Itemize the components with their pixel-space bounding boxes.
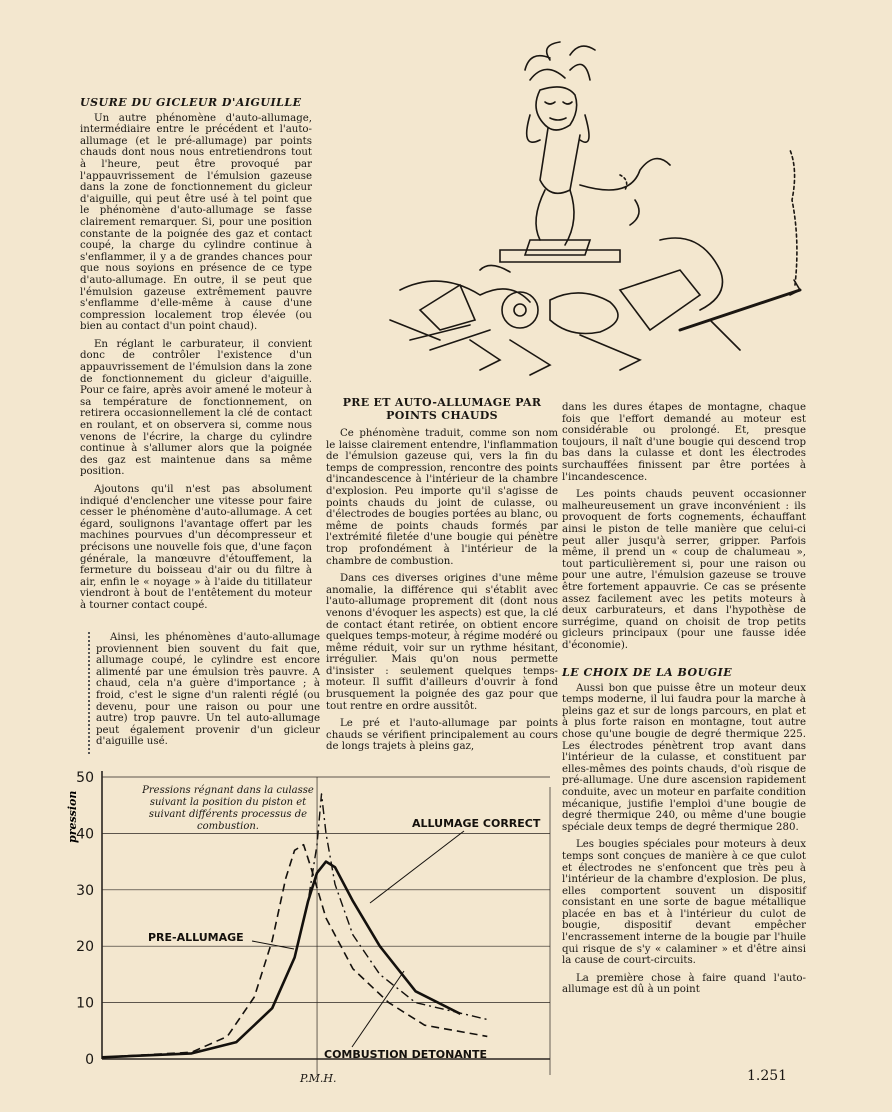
y-tick-label: 30: [76, 882, 94, 899]
series-label-leader: [370, 831, 464, 903]
caption-line: combustion.: [197, 821, 259, 832]
column-right-bougie: [562, 667, 806, 1002]
series-line-pre-allumage: [102, 845, 487, 1058]
paragraph: La première chose à faire quand l'auto-allumage est dû à un point: [562, 972, 806, 996]
series-label: PRE-ALLUMAGE: [148, 931, 244, 944]
paragraph: Un autre phénomène d'auto-allumage, intermédiaire entre le précédent et l'auto-allumage (et le pré-allumage) par points chauds dont nous nous entretiendrons tout à l'heure, peut être provoqué par l'appauvrissement de l'émulsion gazeuse dans la zone de fonctionnement du gicleur d'aiguille, qui peut être usé à tel point que le phénomène d'auto-allumage se fasse clairement remarquer. Si, pour une position constante de la poignée des gaz et contact coupé, la charge du cylindre continue à s'enflammer, il y a de grandes chances pour que nous soyions en présence de ce type d'auto-allumage. En outre, il se peut que l'émulsion gazeuse extrêmement pauvre s'enflamme d'elle-même à cause d'une compression localement trop élevée (ou bien au contact d'un point chaud).: [80, 112, 312, 333]
series-label-leader: [352, 971, 404, 1047]
paragraph: Aussi bon que puisse être un moteur deux temps moderne, il lui faudra pour la marche à pleins gaz et sur de longs parcours, en plat et à plus forte raison en montagne, tout autre chose qu'une bougie de degré thermique 225. Les électrodes pénètrent trop avant dans l'intérieur de la culasse, et constituent par elles-mêmes des points chauds, d'où risque de pré-allumage. Une dure ascension rapidement conduite, avec un moteur en parfaite condition mécanique, justifie l'emploi d'une bougie de degré thermique 240, ou même d'une bougie spéciale deux temps de degré thermique 280.: [562, 682, 806, 833]
series-labels: [148, 817, 541, 1061]
paragraph: Le pré et l'auto-allumage par points chauds se vérifient principalement au cours de longs trajets à pleins gaz,: [326, 718, 558, 753]
series-label: COMBUSTION DETONANTE: [324, 1048, 488, 1061]
paragraph: Ajoutons qu'il n'est pas absolument indiqué d'enclencher une vitesse pour faire cesser le phénomène d'auto-allumage. A cet égard, soulignons l'avantage offert par les machines pourvues d'un décompresseur et précisons une nouvelle fois que, d'une façon générale, la manœuvre d'étouffement, la fermeture du boisseau d'air ou du filtre à air, enfin le « noyage » à l'aide du titillateur viendront à bout de l'entêtement du moteur à tourner contact coupé.: [80, 484, 312, 611]
y-axis-label: pression: [66, 790, 79, 843]
paragraph: dans les dures étapes de montagne, chaque fois que l'effort demandé au moteur est considérable ou prolongé. Et, presque toujours, il naît d'une bougie qui descend trop bas dans la culasse et dont les électrodes surchauffées finissent par être portées à l'incandescence.: [562, 402, 806, 483]
series-line-allumage-correct: [102, 862, 460, 1058]
y-tick-label: 20: [76, 939, 94, 956]
note-paragraph: Ainsi, les phénomènes d'auto-allumage proviennent bien souvent du fait que, allumage coupé, le cylindre est encore alimenté par une émulsion très pauvre. A chaud, cela n'a guère d'importance ; à froid, c'est le signe d'un ralenti réglé (ou devenu, pour une raison ou pour une autre) trop pauvre. Un tel auto-allumage peut également provenir d'un gicleur d'aiguille usé.: [96, 632, 320, 748]
pressure-chart: [52, 763, 562, 1093]
caption-line: suivant la position du piston et: [149, 797, 307, 808]
y-tick-label: 40: [76, 826, 94, 843]
caption-line: Pressions régnant dans la culasse: [142, 785, 314, 796]
paragraph: Les bougies spéciales pour moteurs à deux temps sont conçues de manière à ce que culot et électrodes ne s'enfoncent que très peu à l'intérieur de la chambre d'explosion. De plus, elles comportent souvent un dispositif consistant en une sorte de bague métallique placée en bas et à l'intérieur du culot de bougie, dispositif devant empêcher l'encrassement interne de la bougie par l'huile qui risque de s'y « calaminer » et d'être ainsi la cause de court-circuits.: [562, 839, 806, 967]
mechanic-cartoon-illustration: [380, 40, 820, 385]
column-right: [562, 402, 806, 657]
section-heading-usure: USURE DU GICLEUR D'AIGUILLE: [80, 96, 302, 109]
series-label: ALLUMAGE CORRECT: [412, 817, 541, 830]
paragraph: Ce phénomène traduit, comme son nom le laisse clairement entendre, l'inflammation de l'émulsion gazeuse qui, vers la fin du temps de compression, rencontre des points d'incandescence à l'intérieur de la chambre d'explosion. Peu importe qu'il s'agisse de points chauds du joint de culasse, ou d'électrodes de bougies portées au blanc, ou même de points chauds formés par l'extrémité filetée d'une bougie qui pénètre trop profondément à l'intérieur de la chambre de combustion.: [326, 428, 558, 567]
column-middle: [326, 396, 558, 759]
column-left: [80, 97, 312, 618]
section-heading-bougie: LE CHOIX DE LA BOUGIE: [562, 666, 733, 679]
y-tick-label: 0: [85, 1052, 94, 1068]
paragraph: En réglant le carburateur, il convient donc de contrôler l'existence d'un appauvrissement de l'émulsion dans la zone de fonctionnement du gicleur d'aiguille. Pour ce faire, après avoir amené le moteur à sa température de fonctionnement, on retirera occasionnellement la clé de contact en roulant, et on observera si, comme nous venons de l'écrire, la charge du cylindre continue à s'allumer alors que la poignée des gaz est maintenue dans sa même position.: [80, 338, 312, 478]
section-heading-points-chauds: PRE ET AUTO-ALLUMAGE PAR POINTS CHAUDS: [342, 396, 542, 422]
paragraph: Dans ces diverses origines d'une même anomalie, la différence qui s'établit avec l'auto-allumage proprement dit (dont nous venons d'évoquer les aspects) est que, la clé de contact étant retirée, on obtient encore quelques temps-moteur, à régime modéré ou même réduit, voir sur un rythme hésitant, irrégulier. Mais qu'on nous permette d'insister : seulement quelques temps-moteur. Il suffit d'ailleurs d'ouvrir à fond brusquement la poignée des gaz pour que tout rentre en ordre aussitôt.: [326, 573, 558, 712]
paragraph: Les points chauds peuvent occasionner malheureusement un grave inconvénient : ils provoquent de forts cognements, échauffant ainsi le piston de telle manière que celui-ci peut aller jusqu'à serrer, gripper. Parfois même, il prend un « coup de chalumeau », tout particulièrement si, pour une raison ou pour une autre, l'émulsion gazeuse se trouve être fortement appauvrie. Ce cas se présente assez facilement avec les petits moteurs à deux carburateurs, et dans l'hypothèse de surrégime, quand on choisit de trop petits gicleurs principaux (pour une fausse idée d'économie).: [562, 489, 806, 651]
series-label-leader: [252, 941, 294, 949]
x-axis-label-pmh: P.M.H.: [300, 1072, 337, 1085]
chart-caption: [141, 785, 314, 832]
y-tick-label: 10: [76, 995, 94, 1012]
boxed-note: [88, 632, 320, 754]
y-tick-label: 50: [76, 770, 94, 786]
caption-line: suivant différents processus de: [148, 809, 308, 820]
page-number: 1.251: [747, 1068, 788, 1084]
